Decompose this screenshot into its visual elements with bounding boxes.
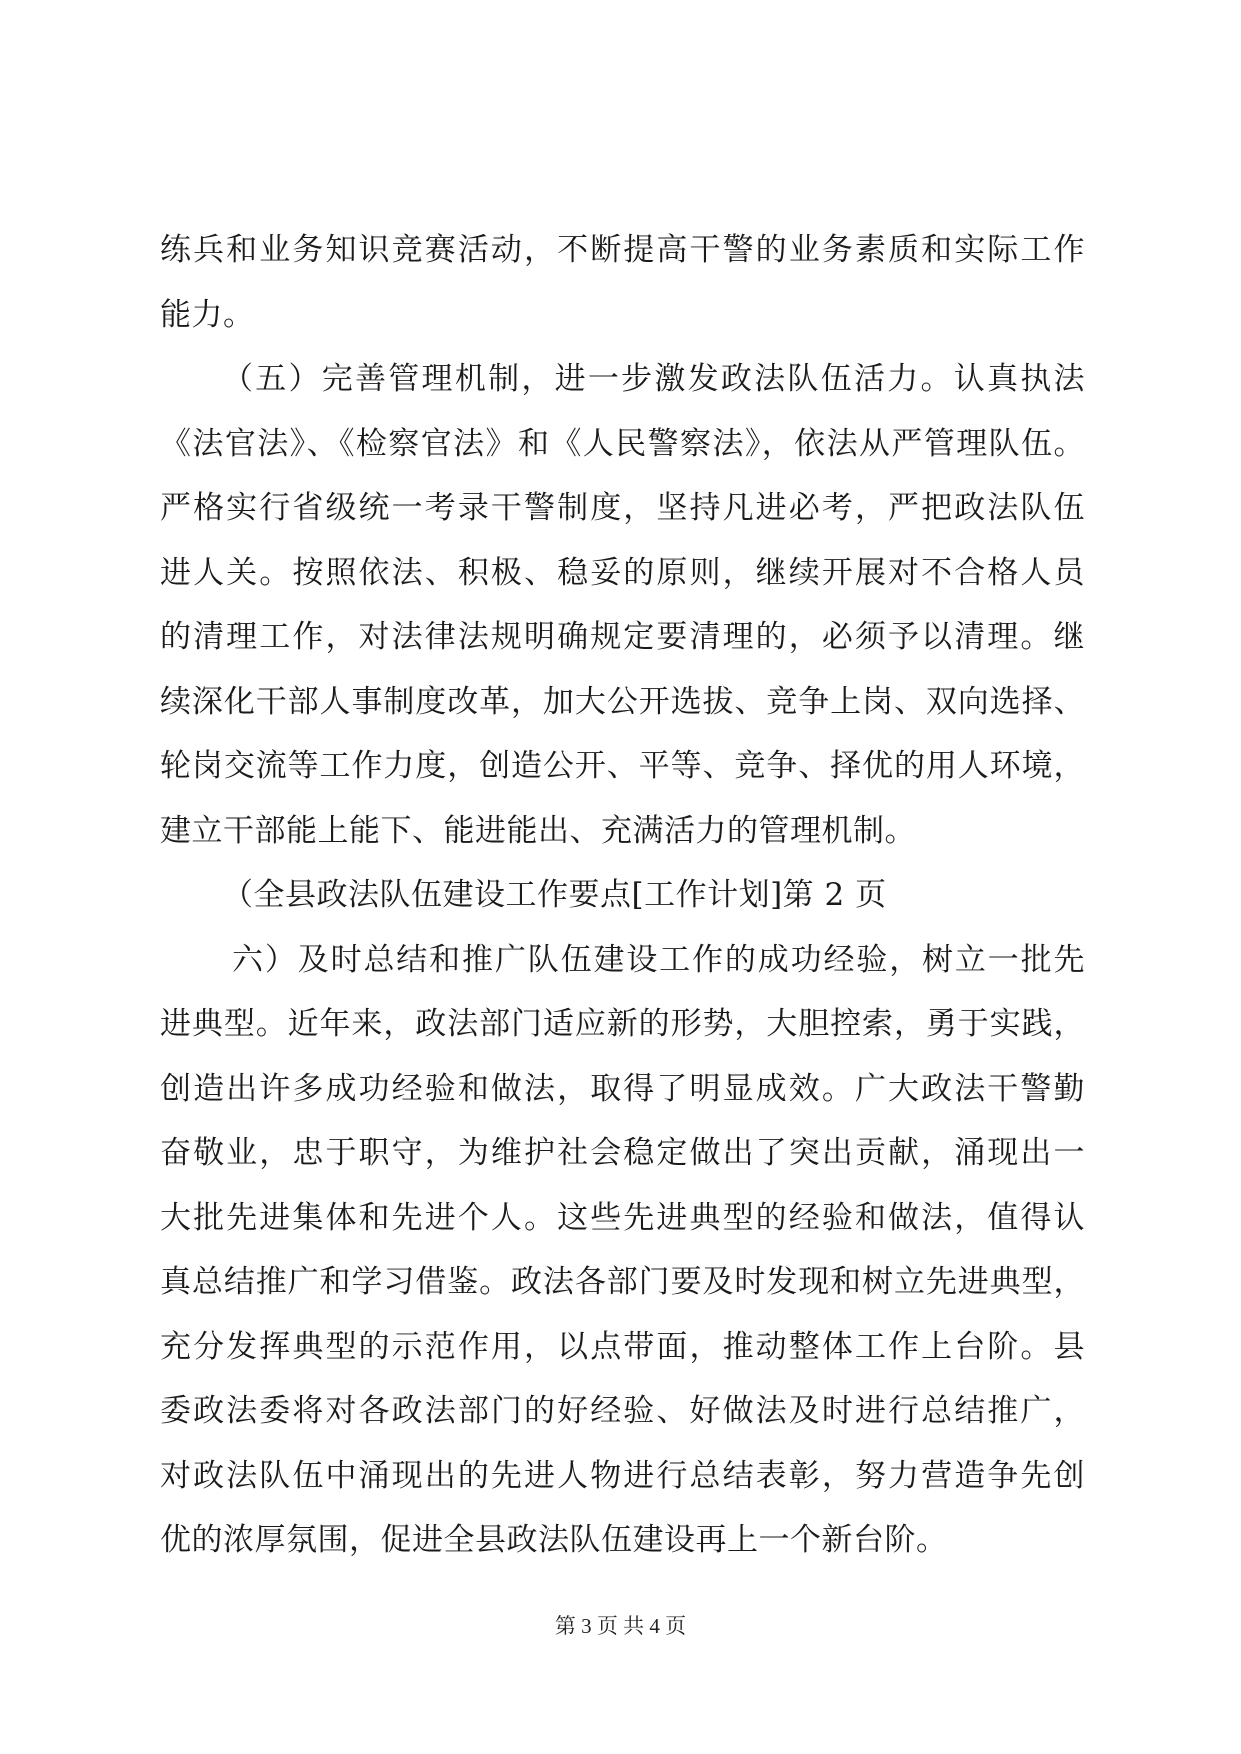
section-title-line: （全县政法队伍建设工作要点[工作计划]第 2 页 [222,877,887,913]
paragraph-1 [160,218,1085,347]
paragraph-3 [160,928,1085,1573]
text-line: 严格实行省级统一考录干警制度，坚持凡进必考，严把政法队伍 [160,490,1085,526]
text-line: 真总结推广和学习借鉴。政法各部门要及时发现和树立先进典型， [160,1264,1085,1300]
page-number-footer: 第 3 页 共 4 页 [554,1614,687,1638]
text-line: 优的浓厚氛围，促进全县政法队伍建设再上一个新台阶。 [160,1522,948,1558]
paragraph-2 [160,347,1085,863]
document-body [160,218,1085,1573]
text-line: （五）完善管理机制，进一步激发政法队伍活力。认真执法 [222,361,1085,397]
text-line: 进人关。按照依法、积极、稳妥的原则，继续开展对不合格人员 [160,554,1085,591]
text-line: 练兵和业务知识竞赛活动，不断提高干警的业务素质和实际工作 [160,232,1085,268]
text-line: 六）及时总结和推广队伍建设工作的成功经验，树立一批先 [232,941,1085,978]
text-line: 大批先进集体和先进个人。这些先进典型的经验和做法，值得认 [160,1199,1085,1236]
text-line: 奋敬业，忠于职守，为维护社会稳定做出了突出贡献，涌现出一 [160,1135,1085,1171]
text-line: 续深化干部人事制度改革，加大公开选拔、竞争上岗、双向选择、 [160,683,1085,720]
text-line: 对政法队伍中涌现出的先进人物进行总结表彰，努力营造争先创 [160,1457,1085,1494]
text-line: 轮岗交流等工作力度，创造公开、平等、竞争、择优的用人环境， [160,748,1085,784]
text-line: 能力。 [160,296,255,333]
text-line: 建立干部能上能下、能进能出、充满活力的管理机制。 [160,812,916,849]
text-line: 委政法委将对各政法部门的好经验、好做法及时进行总结推广， [160,1393,1085,1429]
text-line: 的清理工作，对法律法规明确规定要清理的，必须予以清理。继 [160,619,1085,655]
text-line: 《法官法》、《检察官法》和《人民警察法》，依法从严管理队伍。 [160,425,1085,462]
text-line: 进典型。近年来，政法部门适应新的形势，大胆控索，勇于实践， [160,1006,1085,1042]
text-line: 充分发挥典型的示范作用，以点带面，推动整体工作上台阶。县 [160,1328,1085,1365]
text-line: 创造出许多成功经验和做法，取得了明显成效。广大政法干警勤 [160,1070,1085,1107]
